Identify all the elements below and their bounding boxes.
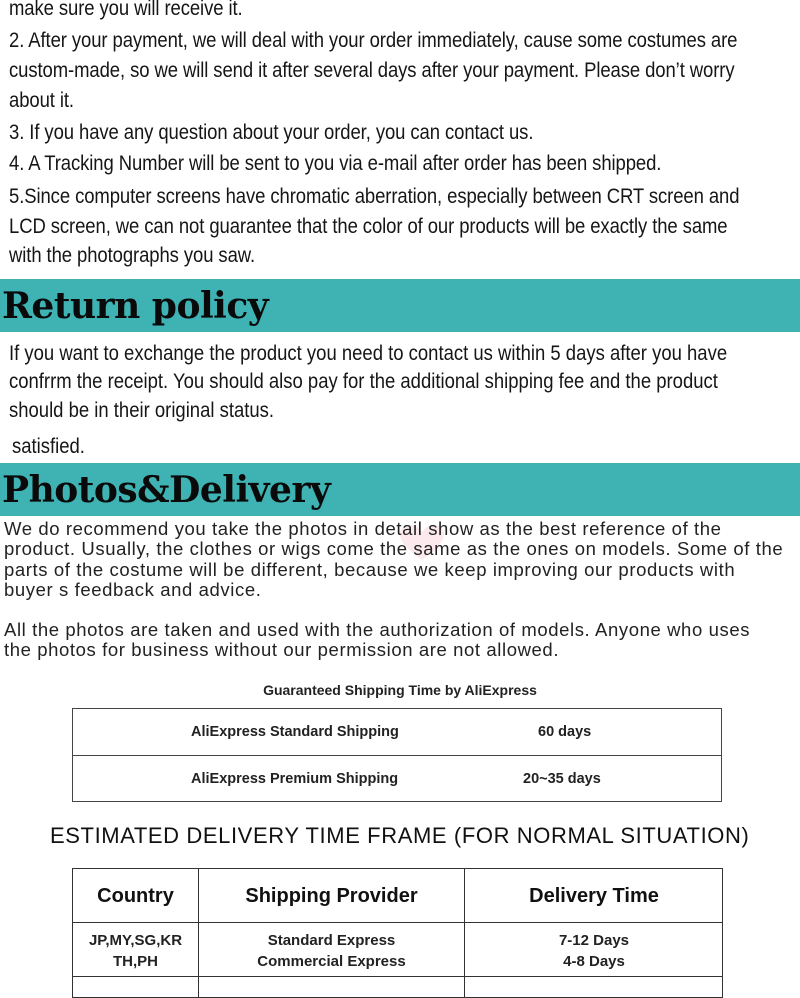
time-line: 4-8 Days	[563, 953, 625, 970]
table-row	[73, 709, 721, 756]
shipping-method: AliExpress Standard Shipping	[191, 724, 399, 740]
intro-line: custom-made, so we will send it after several days after your payment. Please don’t worry	[9, 59, 735, 82]
country-line: TH,PH	[113, 953, 158, 970]
photos-line: the photos for business without our permission are not allowed.	[4, 639, 560, 660]
photos-line: All the photos are taken and used with the authorization of models. Anyone who uses	[4, 619, 751, 640]
intro-line: 2. After your payment, we will deal with your order immediately, cause some costumes are	[9, 29, 738, 52]
return-line: should be in their original status.	[9, 399, 275, 422]
intro-line: 3. If you have any question about your order, you can contact us.	[9, 121, 534, 144]
country-line: JP,MY,SG,KR	[88, 932, 183, 949]
photos-line: We do recommend you take the photos in detail show as the best reference of the	[4, 518, 722, 539]
photos-delivery-banner	[0, 463, 800, 516]
table-row	[73, 756, 721, 803]
table-divider	[73, 976, 722, 977]
shipping-time: 60 days	[538, 724, 592, 740]
photos-delivery-title: Photos&Delivery	[2, 469, 331, 511]
delivery-table	[72, 868, 723, 998]
shipping-table	[72, 708, 722, 802]
intro-line: about it.	[9, 89, 74, 112]
column-header-country: Country	[97, 885, 174, 907]
return-policy-title: Return policy	[2, 285, 269, 327]
shipping-table-title: Guaranteed Shipping Time by AliExpress	[263, 682, 537, 698]
intro-line: 4. A Tracking Number will be sent to you via e-mail after order has been shipped.	[9, 152, 662, 175]
column-header-provider: Shipping Provider	[245, 885, 418, 907]
column-header-delivery-time: Delivery Time	[529, 885, 659, 907]
provider-line: Commercial Express	[257, 953, 406, 970]
table-divider	[73, 922, 722, 923]
time-line: 7-12 Days	[558, 932, 630, 949]
intro-line: 5.Since computer screens have chromatic aberration, especially between CRT screen and	[9, 185, 740, 208]
photos-line: parts of the costume will be different, because we keep improving our products with	[4, 559, 736, 580]
table-cell-delivery-time	[465, 930, 723, 972]
return-policy-banner	[0, 279, 800, 332]
shipping-method: AliExpress Premium Shipping	[191, 771, 399, 787]
table-cell-provider	[199, 930, 464, 972]
photos-line: buyer s feedback and advice.	[4, 579, 262, 600]
return-line: satisfied.	[12, 435, 85, 458]
provider-line: Standard Express	[267, 932, 396, 949]
return-line: If you want to exchange the product you need to contact us within 5 days after you have	[9, 342, 728, 365]
delivery-table-title: ESTIMATED DELIVERY TIME FRAME (FOR NORMAL SITUATION)	[50, 823, 750, 848]
table-cell-country	[73, 930, 198, 972]
return-line: confrrm the receipt. You should also pay for the additional shipping fee and the product	[9, 370, 718, 393]
intro-line: with the photographs you saw.	[9, 244, 256, 267]
photos-line: product. Usually, the clothes or wigs come the same as the ones on models. Some of the	[4, 538, 784, 559]
intro-line: LCD screen, we can not guarantee that the color of our products will be exactly the same	[9, 215, 728, 238]
intro-line: make sure you will receive it.	[9, 0, 243, 20]
shipping-time: 20~35 days	[523, 771, 601, 787]
